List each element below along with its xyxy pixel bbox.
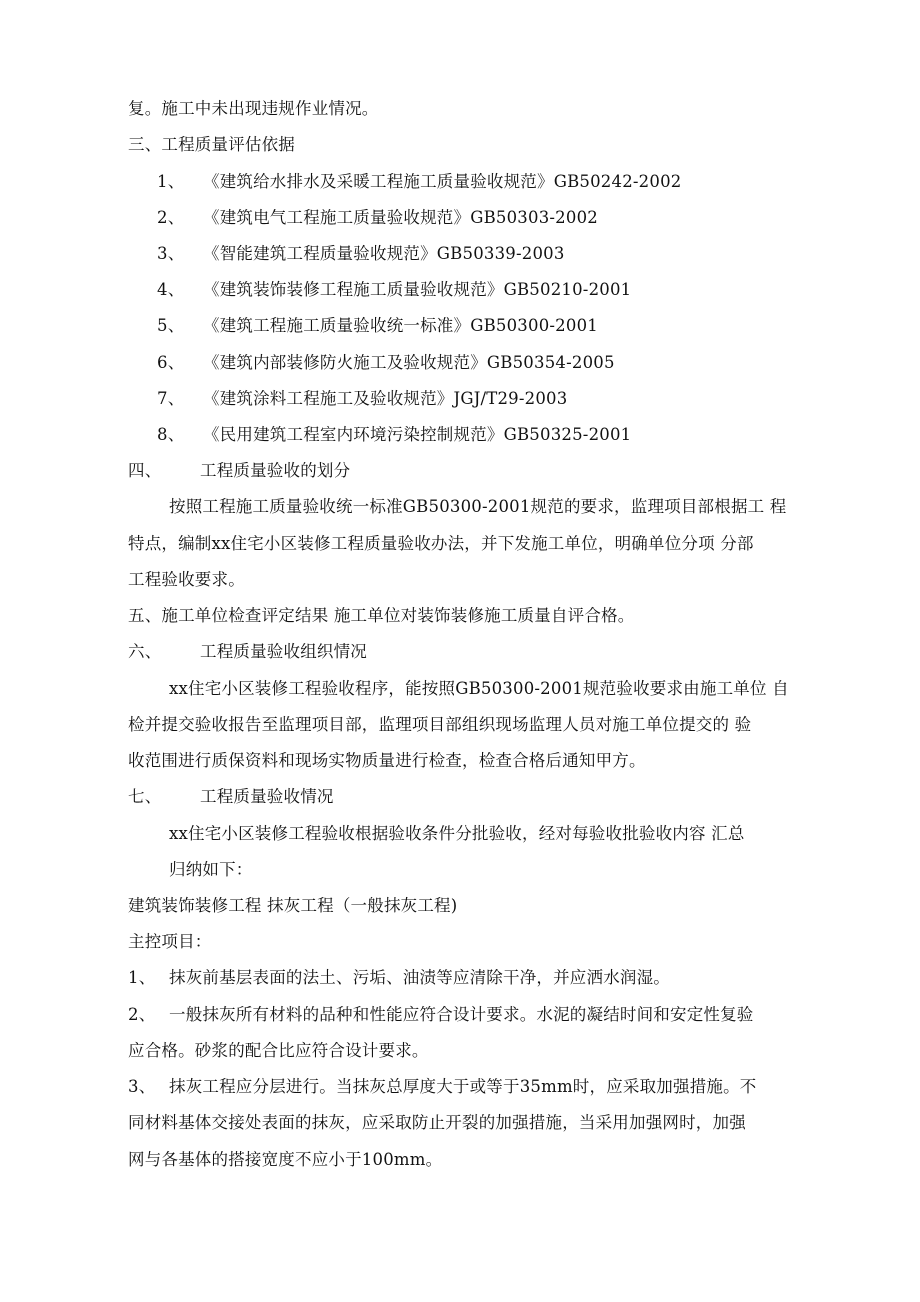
section6-paragraph-line: 收范围进行质保资料和现场实物质量进行检查，检查合格后通知甲方。 (128, 751, 646, 770)
list-item-text: 《民用建筑工程室内环境污染控制规范》GB50325-2001 (203, 425, 632, 444)
list-item-text: 一般抹灰所有材料的品种和性能应符合设计要求。水泥的凝结时间和安定性复验 (169, 1005, 754, 1024)
section7-title: 工程质量验收情况 (200, 787, 334, 806)
list-item-number: 8、 (157, 425, 185, 444)
list-item-text: 抹灰前基层表面的法土、污垢、油渍等应清除干净，并应洒水润湿。 (169, 968, 670, 987)
list-item-number: 2、 (128, 1005, 156, 1024)
section6-paragraph-line: xx住宅小区装修工程验收程序，能按照GB50300-2001规范验收要求由施工单位 自 (169, 679, 789, 698)
section4-number: 四、 (128, 461, 162, 480)
list-item-text: 《建筑内部装修防火施工及验收规范》GB50354-2005 (203, 353, 615, 372)
list-item-text-continued: 应合格。砂浆的配合比应符合设计要求。 (128, 1041, 429, 1060)
section5-text: 五、施工单位检查评定结果 施工单位对装饰装修施工质量自评合格。 (128, 606, 635, 625)
list-item-text: 《建筑装饰装修工程施工质量验收规范》GB50210-2001 (203, 280, 632, 299)
list-item-number: 7、 (157, 389, 185, 408)
intro-tail-text: 复。施工中未出现违规作业情况。 (128, 99, 379, 118)
section4-paragraph-line: 按照工程施工质量验收统一标准GB50300-2001规范的要求，监理项目部根据工 程 (169, 497, 787, 516)
section7-number: 七、 (128, 787, 162, 806)
list-item-number: 1、 (157, 172, 185, 191)
section6-title: 工程质量验收组织情况 (200, 642, 367, 661)
section4-paragraph-line: 工程验收要求。 (128, 570, 245, 589)
section7-paragraph-line: 归纳如下： (169, 860, 253, 879)
category-heading: 建筑装饰装修工程 抹灰工程（一般抹灰工程) (128, 896, 458, 915)
list-item-number: 5、 (157, 316, 185, 335)
list-item-number: 1、 (128, 968, 156, 987)
list-item-number: 2、 (157, 208, 185, 227)
list-item-text: 《建筑涂料工程施工及验收规范》JGJ/T29-2003 (203, 389, 568, 408)
list-item-text-continued: 同材料基体交接处表面的抹灰，应采取防止开裂的加强措施，当采用加强网时，加强 (128, 1113, 746, 1132)
list-item-number: 3、 (157, 244, 185, 263)
list-item-text: 抹灰工程应分层进行。当抹灰总厚度大于或等于35mm时，应采取加强措施。不 (169, 1077, 757, 1096)
list-item-number: 4、 (157, 280, 185, 299)
section6-number: 六、 (128, 642, 162, 661)
list-item-text: 《建筑工程施工质量验收统一标准》GB50300-2001 (203, 316, 598, 335)
list-item-number: 3、 (128, 1077, 156, 1096)
section6-paragraph-line: 检并提交验收报告至监理项目部，监理项目部组织现场监理人员对施工单位提交的 验 (128, 715, 752, 734)
list-item-text: 《智能建筑工程质量验收规范》GB50339-2003 (203, 244, 565, 263)
list-item-number: 6、 (157, 353, 185, 372)
main-items-label: 主控项目： (128, 932, 212, 951)
list-item-text: 《建筑给水排水及采暖工程施工质量验收规范》GB50242-2002 (203, 172, 682, 191)
section4-paragraph-line: 特点，编制xx住宅小区装修工程质量验收办法，并下发施工单位，明确单位分项 分部 (128, 534, 754, 553)
section4-title: 工程质量验收的划分 (200, 461, 351, 480)
section3-heading: 三、工程质量评估依据 (128, 135, 295, 154)
section7-paragraph-line: xx住宅小区装修工程验收根据验收条件分批验收，经对每验收批验收内容 汇总 (169, 824, 745, 843)
list-item-text: 《建筑电气工程施工质量验收规范》GB50303-2002 (203, 208, 598, 227)
list-item-text-continued: 网与各基体的搭接宽度不应小于100mm。 (128, 1150, 443, 1169)
